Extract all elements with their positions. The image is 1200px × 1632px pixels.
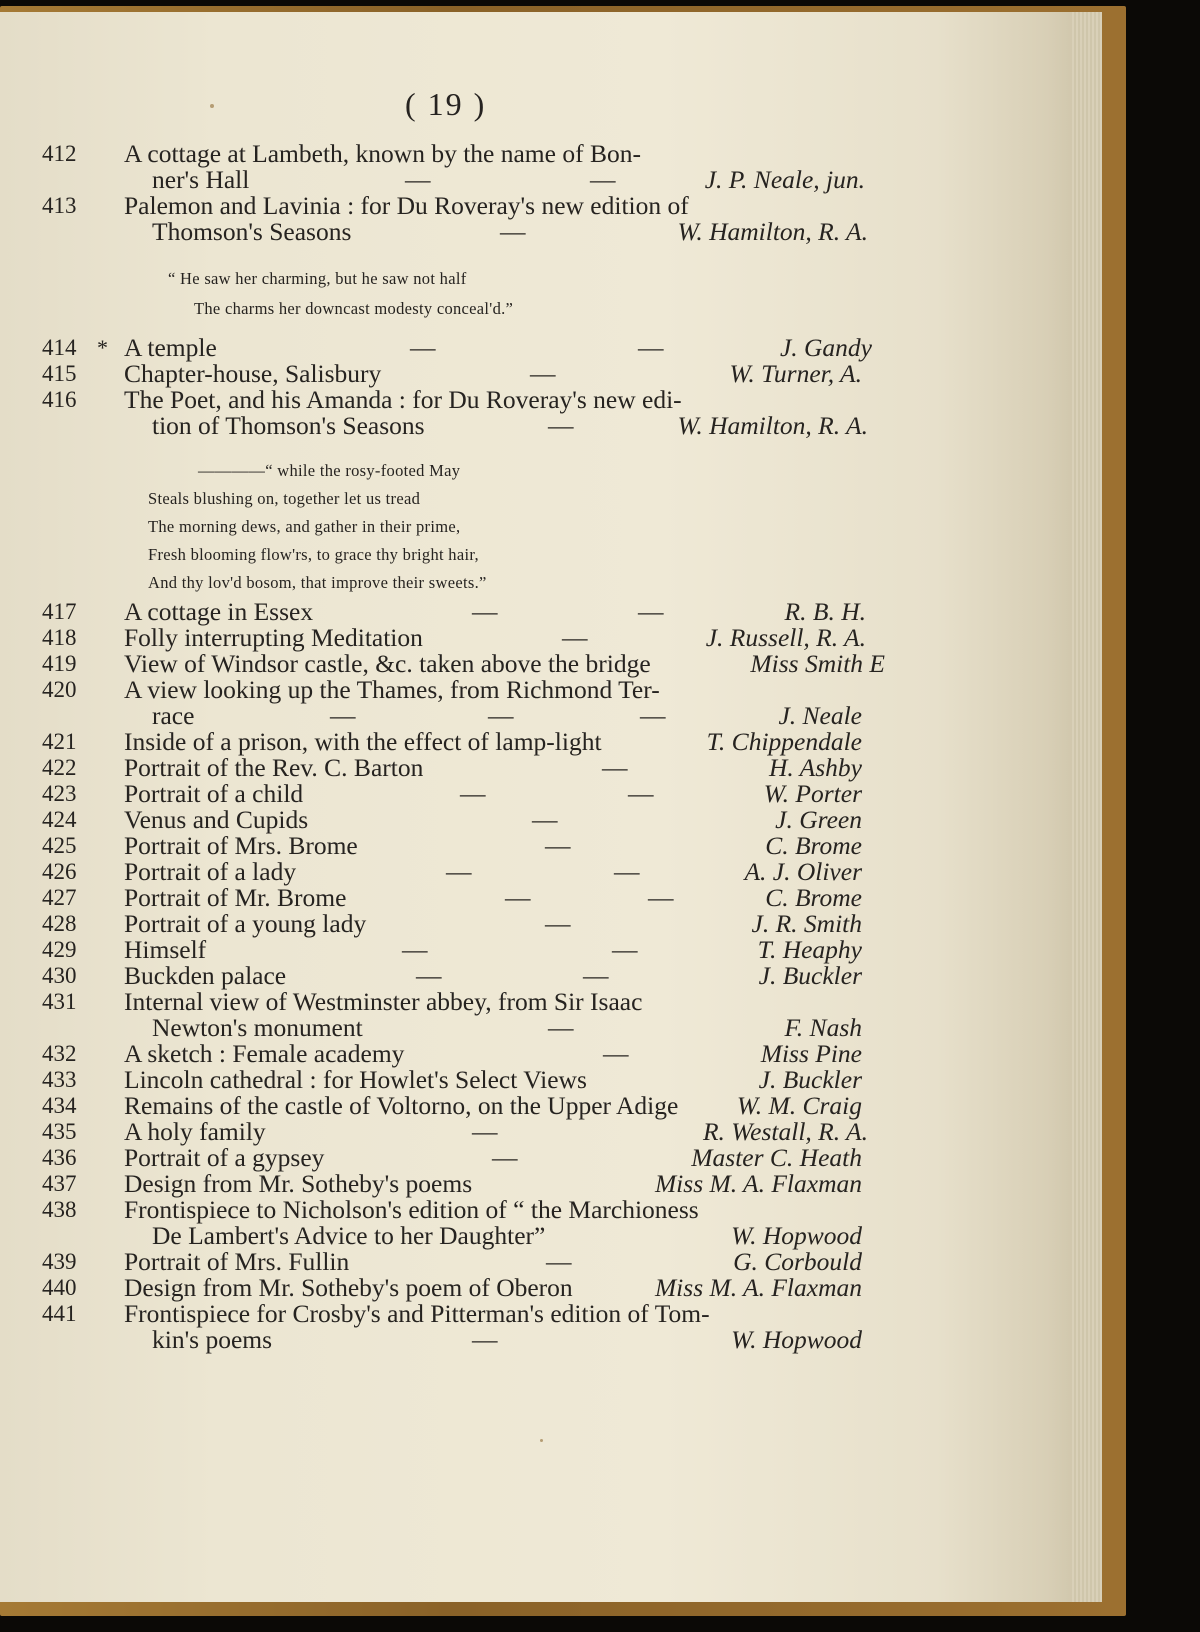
dash-separator: — — [472, 1117, 498, 1146]
verse-quotation-line: ————“ while the rosy-footed May — [198, 461, 461, 480]
artist-name: J. Neale — [778, 701, 862, 730]
entry-title: Portrait of Mr. Brome — [124, 883, 347, 912]
entry-title: Portrait of a child — [124, 779, 304, 808]
entry-title: The Poet, and his Amanda : for Du Roveray's new edi- — [124, 385, 682, 414]
catalogue-entry — [0, 1144, 1102, 1172]
artist-name: Miss M. A. Flaxman — [654, 1169, 862, 1198]
entry-title: Venus and Cupids — [124, 805, 309, 834]
catalogue-entry-continuation — [0, 702, 1102, 730]
artist-name: J. Buckler — [758, 1065, 862, 1094]
catalogue-entry — [0, 1040, 1102, 1068]
entry-title: Portrait of Mrs. Brome — [124, 831, 358, 860]
catalogue-entry — [0, 1066, 1102, 1094]
catalogue-entry — [0, 1170, 1102, 1198]
entry-number: 435 — [42, 1119, 77, 1144]
artist-name: W. Hopwood — [731, 1325, 862, 1354]
artist-name: W. Hopwood — [731, 1221, 862, 1250]
entry-title: View of Windsor castle, &c. taken above the bridge — [124, 649, 651, 678]
catalogue-entry — [0, 806, 1102, 834]
entry-number: 427 — [42, 885, 77, 910]
entry-title: Frontispiece for Crosby's and Pitterman's edition of Tom- — [124, 1299, 710, 1328]
entry-title: Portrait of the Rev. C. Barton — [124, 753, 424, 782]
dash-separator: — — [500, 217, 526, 246]
entry-title-continued: Newton's monument — [152, 1013, 363, 1042]
entry-title: Palemon and Lavinia : for Du Roveray's new edition of — [124, 191, 689, 220]
artist-name: T. Heaphy — [757, 935, 862, 964]
artist-name: F. Nash — [784, 1013, 862, 1042]
asterisk-mark: * — [97, 335, 108, 360]
catalogue-entry — [0, 754, 1102, 782]
entry-number: 433 — [42, 1067, 77, 1092]
artist-name: W. Hamilton, R. A. — [677, 217, 868, 246]
entry-number: 430 — [42, 963, 77, 988]
catalogue-entry-continuation — [0, 1014, 1102, 1042]
entry-number: 415 — [42, 361, 77, 386]
artist-name: R. Westall, R. A. — [702, 1117, 868, 1146]
dash-separator: — — [546, 1247, 572, 1276]
artist-name: H. Ashby — [768, 753, 862, 782]
artist-name: G. Corbould — [733, 1247, 862, 1276]
catalogue-entry — [0, 360, 1102, 388]
artist-name: W. Turner, A. — [729, 359, 862, 388]
catalogue-entry — [0, 1274, 1102, 1302]
verse-quotation-line: Fresh blooming flow'rs, to grace thy bright hair, — [148, 545, 479, 564]
entry-title: A sketch : Female academy — [124, 1039, 405, 1068]
entry-number: 426 — [42, 859, 77, 884]
entry-number: 414 — [42, 335, 77, 360]
dash-separator: — — [640, 701, 666, 730]
entry-number: 419 — [42, 651, 77, 676]
verse-quotation-line: The charms her downcast modesty conceal'd.” — [194, 299, 514, 318]
entry-number: 423 — [42, 781, 77, 806]
dash-separator: — — [628, 779, 654, 808]
artist-name: R. B. H. — [784, 597, 866, 626]
dash-separator: — — [488, 701, 514, 730]
book-page — [0, 12, 1102, 1602]
artist-name: Miss M. A. Flaxman — [654, 1273, 862, 1302]
entry-title-continued: ner's Hall — [152, 165, 250, 194]
catalogue-entry-continuation — [0, 218, 1102, 246]
entry-title-continued: kin's poems — [152, 1325, 273, 1354]
dash-separator: — — [638, 333, 664, 362]
paper-speck — [540, 1439, 543, 1442]
catalogue-entry — [0, 192, 1102, 220]
entry-number: 439 — [42, 1249, 77, 1274]
dash-separator: — — [583, 961, 609, 990]
artist-name: J. Green — [775, 805, 862, 834]
entry-number: 417 — [42, 599, 77, 624]
dash-separator: — — [562, 623, 588, 652]
catalogue-entry — [0, 858, 1102, 886]
catalogue-entry — [0, 1196, 1102, 1224]
entry-number: 441 — [42, 1301, 77, 1326]
dash-separator: — — [492, 1143, 518, 1172]
entry-number: 431 — [42, 989, 77, 1014]
dash-separator: — — [472, 597, 498, 626]
artist-name: T. Chippendale — [706, 727, 862, 756]
artist-name: C. Brome — [765, 831, 862, 860]
entry-title: Design from Mr. Sotheby's poems — [124, 1169, 473, 1198]
dash-separator: — — [545, 831, 571, 860]
verse-quotation-line: Steals blushing on, together let us tread — [148, 489, 421, 508]
dash-separator: — — [602, 753, 628, 782]
entry-number: 428 — [42, 911, 77, 936]
entry-title: A holy family — [124, 1117, 266, 1146]
dash-separator: — — [648, 883, 674, 912]
catalogue-entry — [0, 1092, 1102, 1120]
catalogue-entry — [0, 624, 1102, 652]
verse-quotation-line: “ He saw her charming, but he saw not half — [168, 269, 467, 288]
entry-title: Portrait of Mrs. Fullin — [124, 1247, 350, 1276]
entry-title: Inside of a prison, with the effect of lamp-light — [124, 727, 602, 756]
dash-separator: — — [603, 1039, 629, 1068]
dash-separator: — — [590, 165, 616, 194]
entry-title: Portrait of a young lady — [124, 909, 367, 938]
artist-name: W. M. Craig — [736, 1091, 862, 1120]
catalogue-entry — [0, 910, 1102, 938]
catalogue-entry — [0, 1118, 1102, 1146]
entry-number: 432 — [42, 1041, 77, 1066]
dash-separator: — — [638, 597, 664, 626]
entry-title: Portrait of a lady — [124, 857, 297, 886]
artist-name: W. Hamilton, R. A. — [677, 411, 868, 440]
catalogue-entry — [0, 962, 1102, 990]
artist-name: Master C. Heath — [691, 1143, 862, 1172]
dash-separator: — — [446, 857, 472, 886]
dash-separator: — — [548, 411, 574, 440]
artist-name: Miss Pine — [760, 1039, 862, 1068]
catalogue-entry-continuation — [0, 1222, 1102, 1250]
entry-number: 425 — [42, 833, 77, 858]
catalogue-entry — [0, 1248, 1102, 1276]
artist-name: J. Russell, R. A. — [705, 623, 866, 652]
entry-title: Folly interrupting Meditation — [124, 623, 423, 652]
catalogue-entry-continuation — [0, 1326, 1102, 1354]
entry-number: 413 — [42, 193, 77, 218]
dash-separator: — — [472, 1325, 498, 1354]
dash-separator: — — [548, 1013, 574, 1042]
dash-separator: — — [405, 165, 431, 194]
entry-number: 438 — [42, 1197, 77, 1222]
entry-title: Remains of the castle of Voltorno, on the Upper Adige — [124, 1091, 679, 1120]
entry-title-continued: tion of Thomson's Seasons — [152, 411, 425, 440]
entry-number: 412 — [42, 141, 77, 166]
entry-number: 424 — [42, 807, 77, 832]
catalogue-entry — [0, 598, 1102, 626]
page-number: ( 19 ) — [405, 86, 487, 122]
catalogue-entry-continuation — [0, 412, 1102, 440]
catalogue-entry — [0, 728, 1102, 756]
catalogue-entry — [0, 676, 1102, 704]
dash-separator: — — [530, 359, 556, 388]
entry-title: Design from Mr. Sotheby's poem of Oberon — [124, 1273, 573, 1302]
entry-title-continued: Thomson's Seasons — [152, 217, 352, 246]
artist-name: A. J. Oliver — [744, 857, 862, 886]
entry-number: 421 — [42, 729, 77, 754]
entry-title-continued: De Lambert's Advice to her Daughter” — [152, 1221, 546, 1250]
catalogue-entry — [0, 140, 1102, 168]
entry-title: A temple — [124, 333, 217, 362]
verse-quotation-line: The morning dews, and gather in their prime, — [148, 517, 461, 536]
entry-number: 422 — [42, 755, 77, 780]
catalogue-entry — [0, 988, 1102, 1016]
entry-number: 437 — [42, 1171, 77, 1196]
catalogue-entry — [0, 334, 1102, 362]
entry-number: 434 — [42, 1093, 77, 1118]
entry-title: Internal view of Westminster abbey, from Sir Isaac — [124, 987, 643, 1016]
entry-title: Chapter-house, Salisbury — [124, 359, 382, 388]
artist-name: J. P. Neale, jun. — [704, 165, 865, 194]
artist-name: C. Brome — [765, 883, 862, 912]
entry-title: Frontispiece to Nicholson's edition of “ the Marchioness — [124, 1195, 699, 1224]
dash-separator: — — [416, 961, 442, 990]
entry-title: Himself — [124, 935, 207, 964]
verse-quotation-line: And thy lov'd bosom, that improve their sweets.” — [148, 573, 487, 592]
dash-separator: — — [402, 935, 428, 964]
entry-number: 418 — [42, 625, 77, 650]
entry-title: A view looking up the Thames, from Richmond Ter- — [124, 675, 660, 704]
dash-separator: — — [614, 857, 640, 886]
dash-separator: — — [330, 701, 356, 730]
catalogue-entry-continuation — [0, 166, 1102, 194]
artist-name: J. R. Smith — [751, 909, 862, 938]
entry-title: Portrait of a gypsey — [124, 1143, 325, 1172]
dash-separator: — — [460, 779, 486, 808]
catalogue-entry — [0, 884, 1102, 912]
entry-number: 420 — [42, 677, 77, 702]
entry-title: A cottage at Lambeth, known by the name of Bon- — [124, 139, 641, 168]
entry-title: Buckden palace — [124, 961, 287, 990]
entry-number: 429 — [42, 937, 77, 962]
artist-name: J. Buckler — [758, 961, 862, 990]
artist-name: J. Gandy — [779, 333, 872, 362]
catalogue-entry — [0, 650, 1102, 678]
dash-separator: — — [545, 909, 571, 938]
artist-name: W. Porter — [763, 779, 862, 808]
catalogue-entry — [0, 780, 1102, 808]
entry-title: Lincoln cathedral : for Howlet's Select Views — [124, 1065, 587, 1094]
entry-title-continued: race — [152, 701, 195, 730]
catalogue-entry — [0, 936, 1102, 964]
entry-number: 440 — [42, 1275, 77, 1300]
dash-separator: — — [410, 333, 436, 362]
dash-separator: — — [532, 805, 558, 834]
dash-separator: — — [612, 935, 638, 964]
catalogue-entry — [0, 832, 1102, 860]
entry-number: 416 — [42, 387, 77, 412]
catalogue-entry — [0, 1300, 1102, 1328]
dash-separator: — — [505, 883, 531, 912]
entry-number: 436 — [42, 1145, 77, 1170]
entry-title: A cottage in Essex — [124, 597, 314, 626]
artist-name: Miss Smith E — [750, 649, 885, 678]
paper-speck — [210, 104, 214, 108]
catalogue-entry — [0, 386, 1102, 414]
